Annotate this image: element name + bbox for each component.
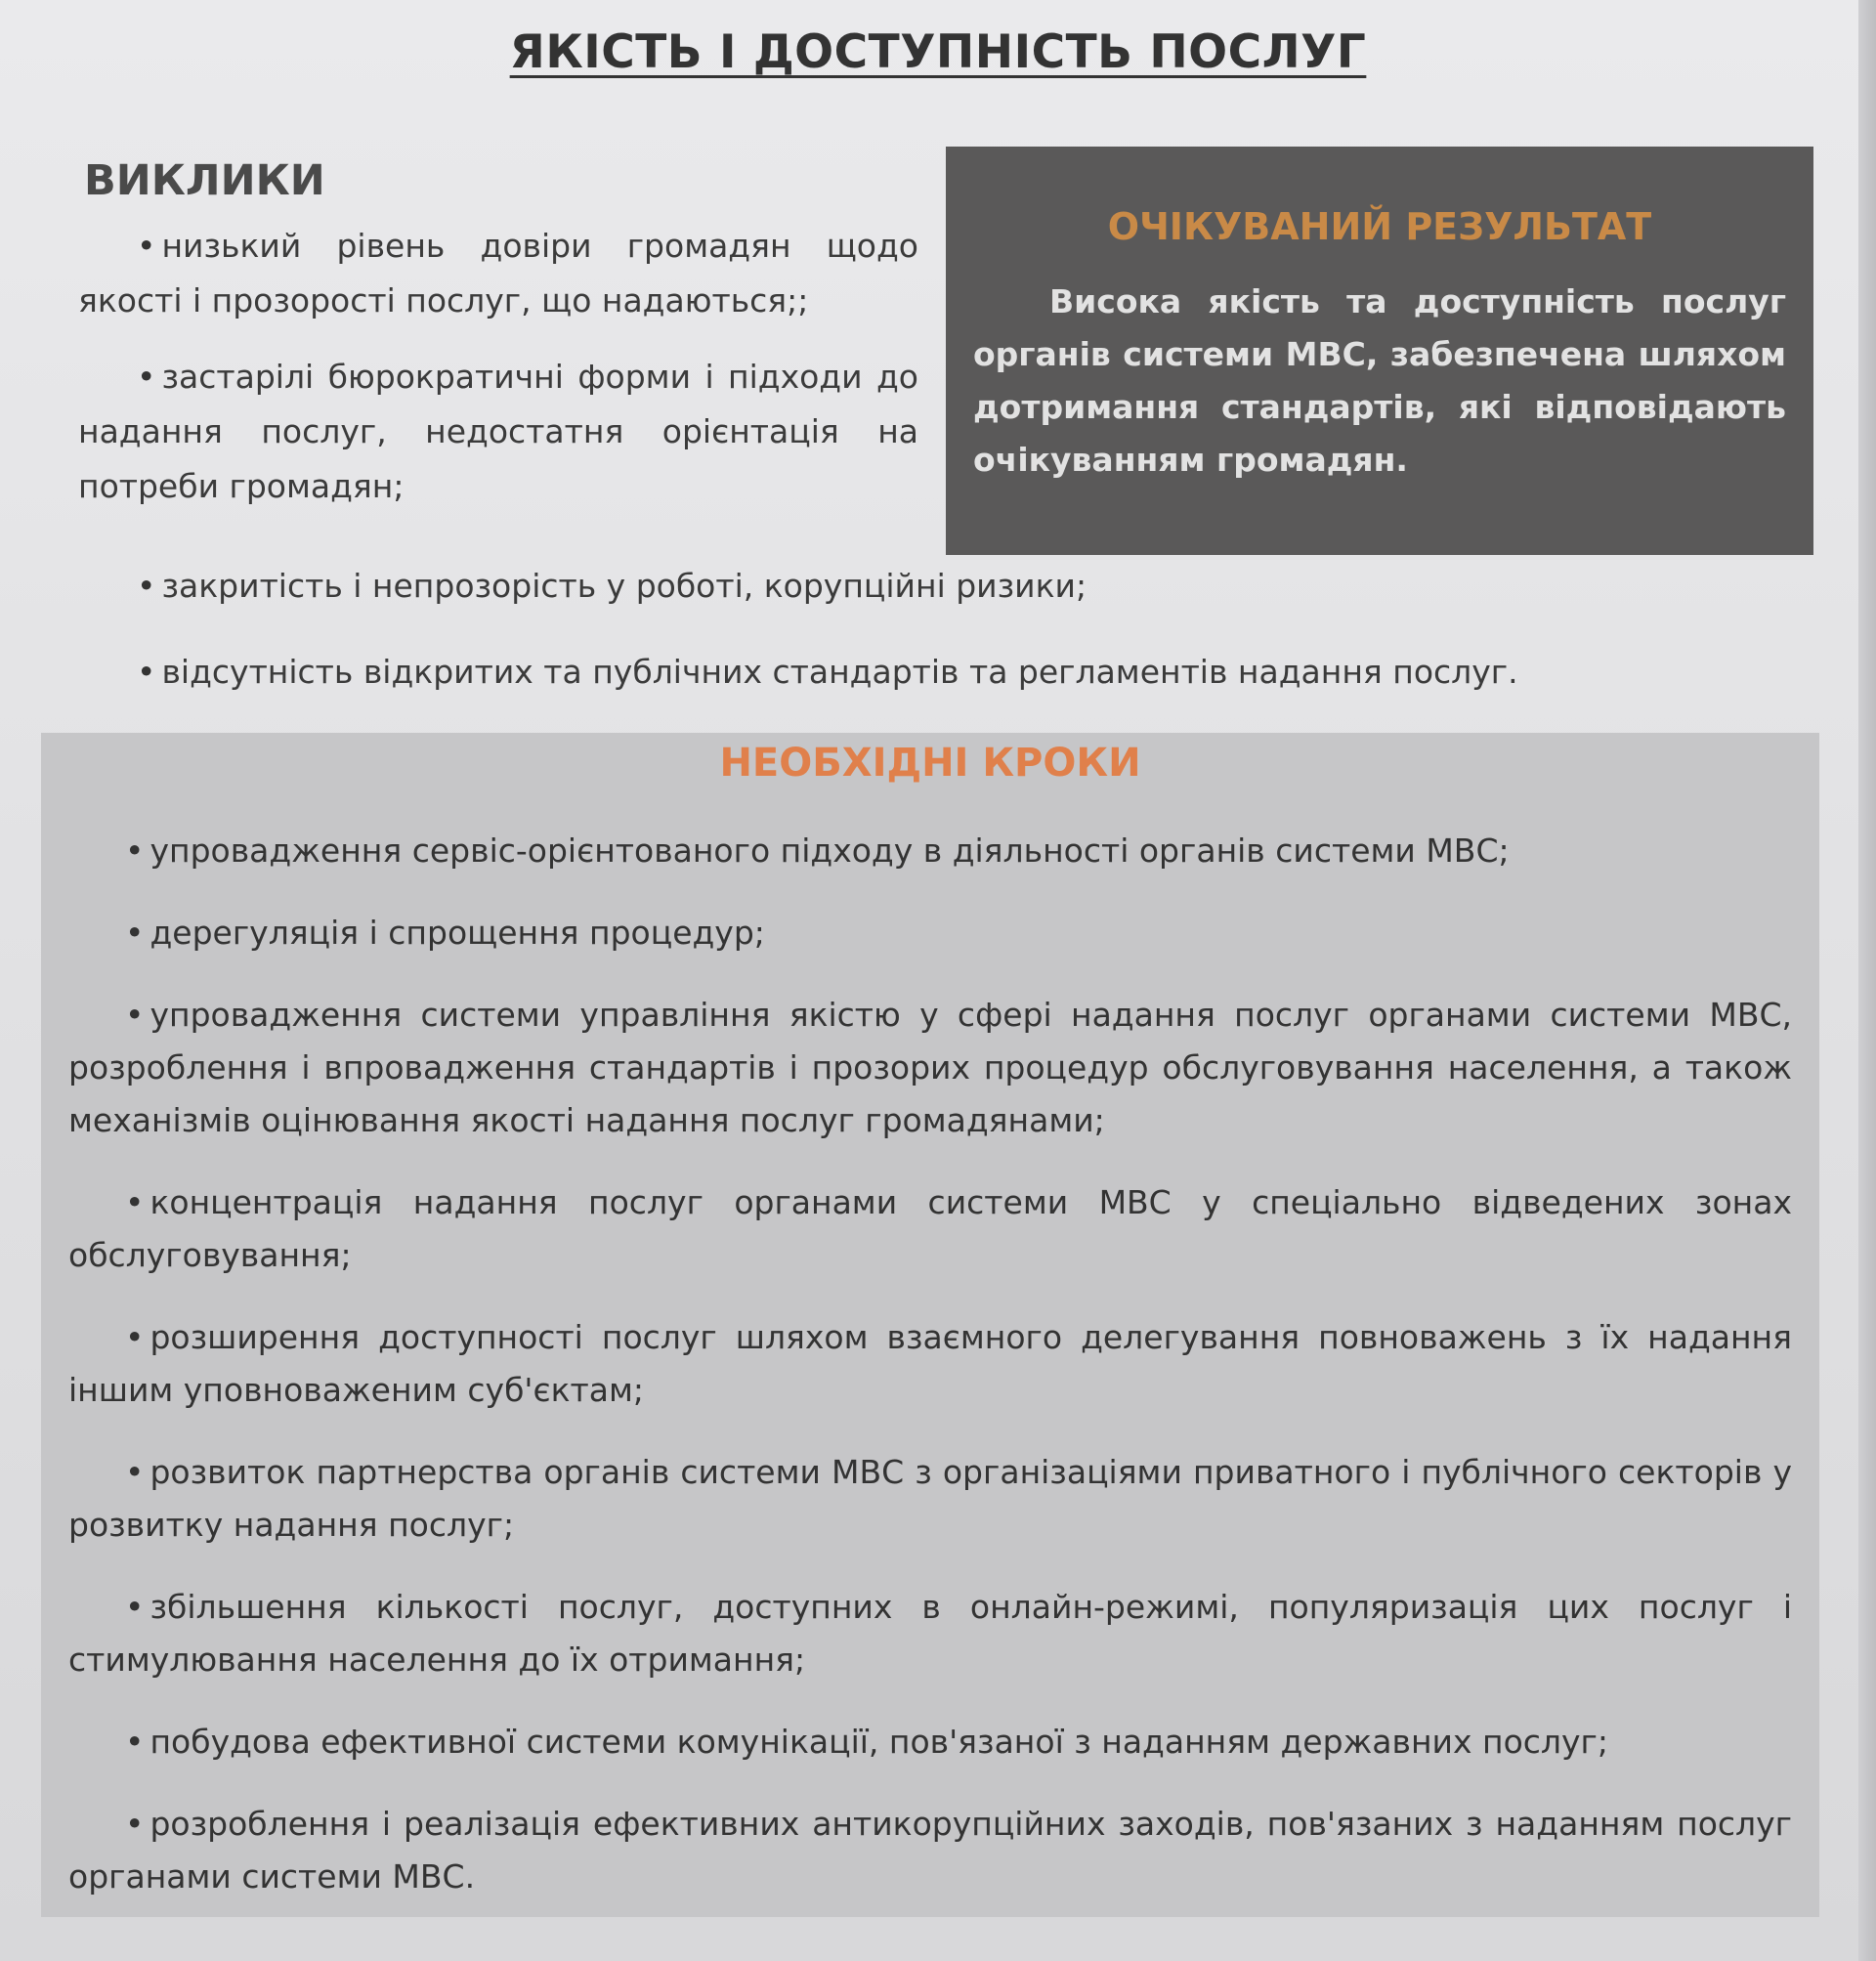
bullet-icon: • <box>125 1805 145 1843</box>
challenge-item: • відсутність відкритих та публічних стандартів та регламентів надання послуг. <box>137 653 1518 691</box>
step-item: • побудова ефективної системи комунікації, пов'язаної з наданням державних послуг; <box>125 1723 1608 1761</box>
page-edge <box>1858 0 1876 1961</box>
necessary-steps-heading: НЕОБХІДНІ КРОКИ <box>719 741 1141 786</box>
challenge-item: • застарілі бюрократичні форми і підходи до надання послуг, недостатня орієнтація на потреби громадян; <box>78 358 918 505</box>
bullet-icon: • <box>137 653 156 691</box>
expected-result-heading: ОЧІКУВАНИЙ РЕЗУЛЬТАТ <box>1107 205 1652 248</box>
bullet-icon: • <box>125 1588 145 1626</box>
step-item: • дерегуляція і спрощення процедур; <box>125 914 765 952</box>
step-item: • збільшення кількості послуг, доступних в онлайн-режимі, популяризація цих послуг і стимулювання населення до їх отримання; <box>68 1588 1792 1679</box>
bullet-icon: • <box>125 1318 145 1356</box>
expected-result-box <box>946 147 1813 555</box>
step-item: • розвиток партнерства органів системи МВС з організаціями приватного і публічного секторів у розвитку надання послуг; <box>68 1453 1792 1544</box>
challenge-item: • закритість і непрозорість у роботі, корупційні ризики; <box>137 567 1087 605</box>
step-item: • розроблення і реалізація ефективних антикорупційних заходів, пов'язаних з наданням послуг органами системи МВС. <box>68 1805 1792 1896</box>
bullet-icon: • <box>125 1723 145 1761</box>
bullet-icon: • <box>137 227 156 265</box>
step-item: • упровадження сервіс-орієнтованого підходу в діяльності органів системи МВС; <box>125 831 1510 870</box>
step-item: • розширення доступності послуг шляхом взаємного делегування повноважень з їх надання іншим уповноваженим суб'єктам; <box>68 1318 1792 1409</box>
challenges-section <box>78 156 918 535</box>
bullet-icon: • <box>125 1183 145 1221</box>
necessary-steps-box <box>41 733 1819 1917</box>
bullet-icon: • <box>137 567 156 605</box>
bullet-icon: • <box>137 358 156 396</box>
challenge-item: • низький рівень довіри громадян щодо якості і прозорості послуг, що надаються;; <box>78 227 918 320</box>
page-title: ЯКІСТЬ І ДОСТУПНІСТЬ ПОСЛУГ <box>509 25 1367 79</box>
expected-result-text: Висока якість та доступність послуг органів системи МВС, забезпечена шляхом дотримання стандартів, які відповідають очікуванням громадян. <box>973 282 1786 479</box>
step-item: • упровадження системи управління якістю у сфері надання послуг органами системи МВС, розроблення і впровадження стандартів і прозорих процедур обслуговування населення, а також механізмів оцінювання якості надання послуг громадянами; <box>68 996 1792 1139</box>
bullet-icon: • <box>125 996 145 1034</box>
challenges-heading: ВИКЛИКИ <box>84 156 325 205</box>
bullet-icon: • <box>125 914 145 952</box>
bullet-icon: • <box>125 831 145 870</box>
step-item: • концентрація надання послуг органами системи МВС у спеціально відведених зонах обслуговування; <box>68 1183 1792 1274</box>
bullet-icon: • <box>125 1453 145 1491</box>
